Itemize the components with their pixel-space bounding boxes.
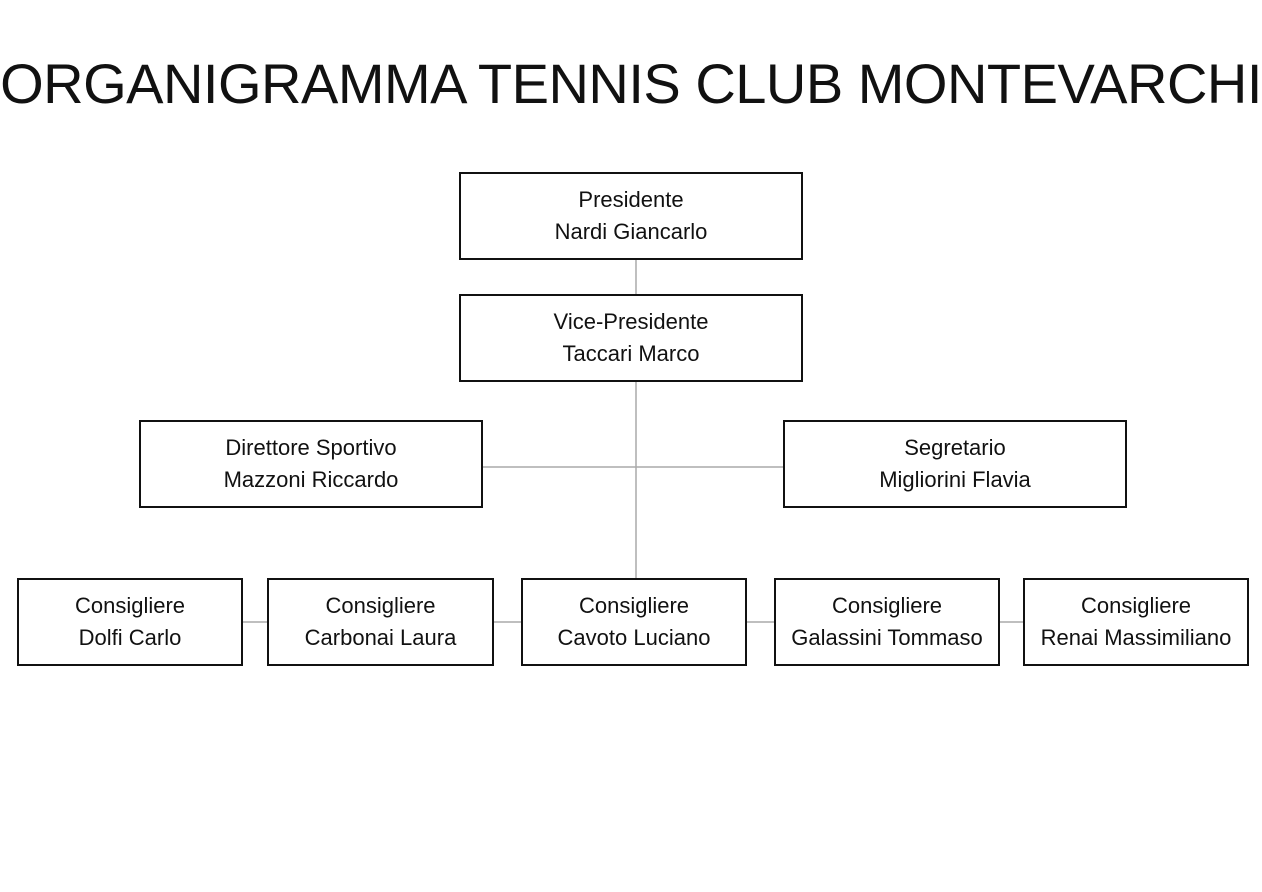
node-role: Segretario [904, 435, 1006, 460]
node-role: Direttore Sportivo [225, 435, 397, 460]
node-name: Taccari Marco [562, 341, 700, 366]
node-role: Consigliere [325, 593, 436, 618]
node-consigliere-cavoto [521, 578, 747, 666]
node-name: Migliorini Flavia [879, 467, 1031, 492]
node-vice-presidente [459, 294, 803, 382]
node-role: Vice-Presidente [553, 309, 709, 334]
node-role: Consigliere [578, 593, 690, 618]
node-role: Consigliere [831, 593, 943, 618]
node-presidente [459, 172, 803, 260]
node-name: Galassini Tommaso [791, 625, 983, 650]
node-name: Renai Massimiliano [1040, 625, 1232, 650]
node-consigliere-carbonai [267, 578, 494, 666]
node-direttore-sportivo [139, 420, 483, 508]
node-consigliere-renai [1023, 578, 1249, 666]
node-name: Dolfi Carlo [78, 625, 182, 650]
node-name: Nardi Giancarlo [554, 219, 708, 244]
page-title: ORGANIGRAMMA TENNIS CLUB MONTEVARCHI [0, 52, 1262, 115]
node-consigliere-galassini [774, 578, 1000, 666]
node-role: Consigliere [74, 593, 186, 618]
node-role: Consigliere [1080, 593, 1192, 618]
node-name: Mazzoni Riccardo [223, 467, 399, 492]
node-role: Presidente [578, 187, 684, 212]
node-consigliere-dolfi [17, 578, 243, 666]
node-segretario [783, 420, 1127, 508]
node-name: Cavoto Luciano [557, 625, 711, 650]
node-name: Carbonai Laura [304, 625, 457, 650]
